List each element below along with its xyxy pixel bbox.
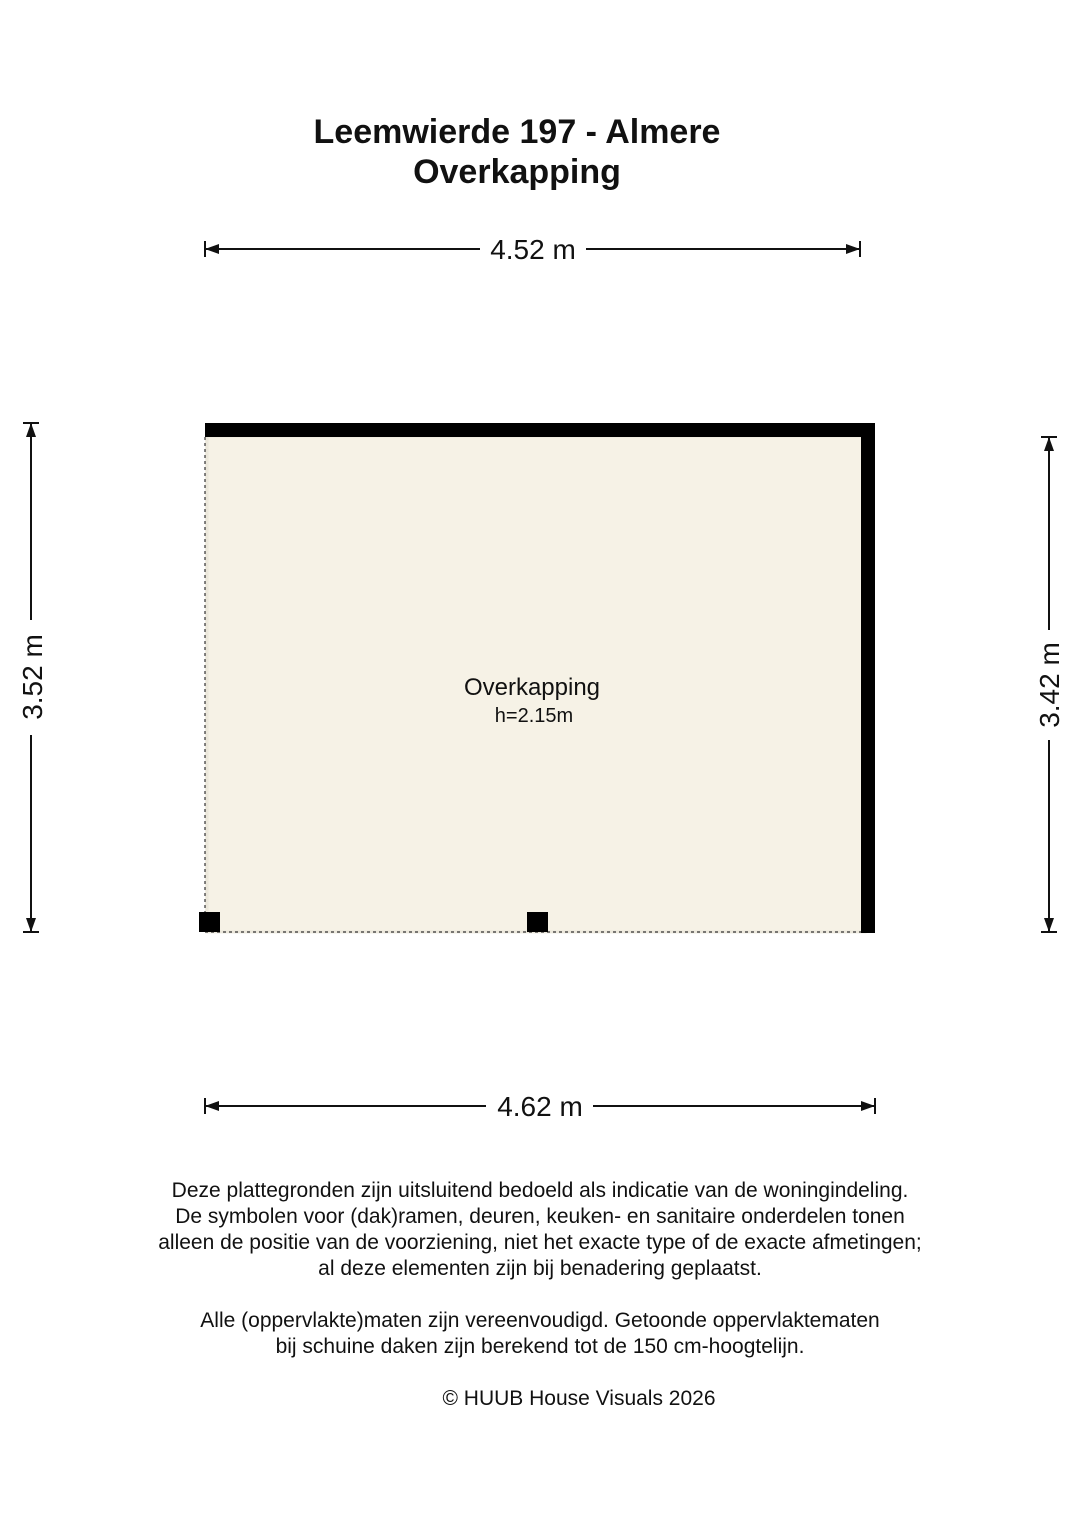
dimension-left-label: 3.52 m (17, 634, 48, 720)
measurement-note-line: bij schuine daken zijn berekend tot de 150 cm-hoogtelijn. (275, 1335, 805, 1358)
disclaimer-line: De symbolen voor (dak)ramen, deuren, keuken- en sanitaire onderdelen tonen (175, 1205, 905, 1228)
wall-right (861, 423, 875, 933)
room-name: Overkapping (463, 674, 601, 701)
wall-top (205, 423, 875, 437)
plan-subtitle: Overkapping (413, 153, 621, 191)
measurement-note (0, 1308, 1080, 1360)
dimension-bottom-label: 4.62 m (497, 1091, 583, 1122)
post-middle (527, 912, 548, 932)
dimension-right-label: 3.42 m (1034, 642, 1065, 728)
room-height: h=2.15m (494, 705, 574, 727)
plan-title: Leemwierde 197 - Almere (313, 113, 721, 151)
dimension-top-label: 4.52 m (490, 234, 576, 265)
disclaimer-block (0, 1178, 1080, 1282)
post-left (199, 912, 220, 932)
dimension-top (205, 234, 860, 265)
disclaimer-line: Deze plattegronden zijn uitsluitend bedoeld als indicatie van de woningindeling. (171, 1179, 909, 1202)
dimension-bottom (205, 1091, 875, 1122)
measurement-note-line: Alle (oppervlakte)maten zijn vereenvoudigd. Getoonde oppervlaktematen (200, 1309, 880, 1332)
disclaimer-line: alleen de positie van de voorziening, niet het exacte type of de exacte afmetingen; (158, 1231, 922, 1254)
dimension-right (1034, 437, 1065, 932)
disclaimer-line: al deze elementen zijn bij benadering geplaatst. (318, 1257, 762, 1280)
dimension-left (17, 423, 48, 932)
copyright: © HUUB House Visuals 2026 (442, 1387, 716, 1410)
